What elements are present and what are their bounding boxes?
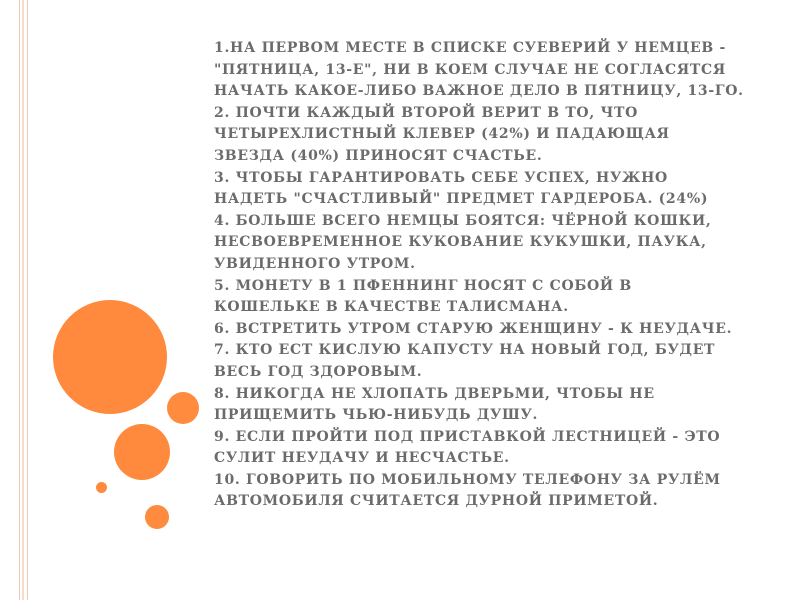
text-line: 2. ПОЧТИ КАЖДЫЙ ВТОРОЙ ВЕРИТ В ТО, ЧТО [214,104,638,121]
text-line: 8. НИКОГДА НЕ ХЛОПАТЬ ДВЕРЬМИ, ЧТОБЫ НЕ [214,385,655,402]
text-line: "ПЯТНИЦА, 13-Е", НИ В КОЕМ СЛУЧАЕ НЕ СОГЛАСЯТСЯ [214,61,726,78]
text-line: ЗВЕЗДА (40%) ПРИНОСЯТ СЧАСТЬЕ. [214,147,543,164]
text-line: УВИДЕННОГО УТРОМ. [214,255,416,272]
left-border-line [22,0,24,600]
text-line: 1.НА ПЕРВОМ МЕСТЕ В СПИСКЕ СУЕВЕРИЙ У НЕМЦЕВ - [214,40,727,56]
text-line: 4. БОЛЬШЕ ВСЕГО НЕМЦЫ БОЯТСЯ: ЧЁРНОЙ КОШКИ, [214,212,712,229]
text-line: ВЕСЬ ГОД ЗДОРОВЫМ. [214,363,423,380]
text-line: КОШЕЛЬКЕ В КАЧЕСТВЕ ТАЛИСМАНА. [214,299,569,316]
text-line: ЧЕТЫРЕХЛИСТНЫЙ КЛЕВЕР (42%) И ПАДАЮЩАЯ [214,126,670,143]
decorative-circle-large [53,300,167,414]
slide-body-text [214,38,784,513]
text-line: ПРИЩЕМИТЬ ЧЬЮ-НИБУДЬ ДУШУ. [214,407,539,424]
decorative-circle-small [145,505,169,529]
left-border-line [19,0,20,600]
left-border-line [27,0,28,600]
decorative-circle-tiny [96,482,107,493]
text-line: 7. КТО ЕСТ КИСЛУЮ КАПУСТУ НА НОВЫЙ ГОД, БУДЕТ [214,342,716,359]
text-line: НАЧАТЬ КАКОЕ-ЛИБО ВАЖНОЕ ДЕЛО В ПЯТНИЦУ, 13-ГО. [214,83,744,100]
text-line: 3. ЧТОБЫ ГАРАНТИРОВАТЬ СЕБЕ УСПЕХ, НУЖНО [214,169,668,186]
text-line: НАДЕТЬ "СЧАСТЛИВЫЙ" ПРЕДМЕТ ГАРДЕРОБА. (24%) [214,191,709,208]
text-line: НЕСВОЕВРЕМЕННОЕ КУКОВАНИЕ КУКУШКИ, ПАУКА, [214,234,707,251]
text-line: 5. МОНЕТУ В 1 ПФЕННИНГ НОСЯТ С СОБОЙ В [214,277,632,294]
text-line: АВТОМОБИЛЯ СЧИТАЕТСЯ ДУРНОЙ ПРИМЕТОЙ. [214,493,659,510]
decorative-circle-medium [114,424,170,480]
text-line: СУЛИТ НЕУДАЧУ И НЕСЧАСТЬЕ. [214,450,510,467]
text-line: 10. ГОВОРИТЬ ПО МОБИЛЬНОМУ ТЕЛЕФОНУ ЗА РУЛЁМ [214,471,721,488]
text-line: 9. ЕСЛИ ПРОЙТИ ПОД ПРИСТАВКОЙ ЛЕСТНИЦЕЙ - ЭТО [214,428,721,445]
text-line: 6. ВСТРЕТИТЬ УТРОМ СТАРУЮ ЖЕНЩИНУ - К НЕУДАЧЕ. [214,320,733,337]
decorative-circle-small [167,392,199,424]
